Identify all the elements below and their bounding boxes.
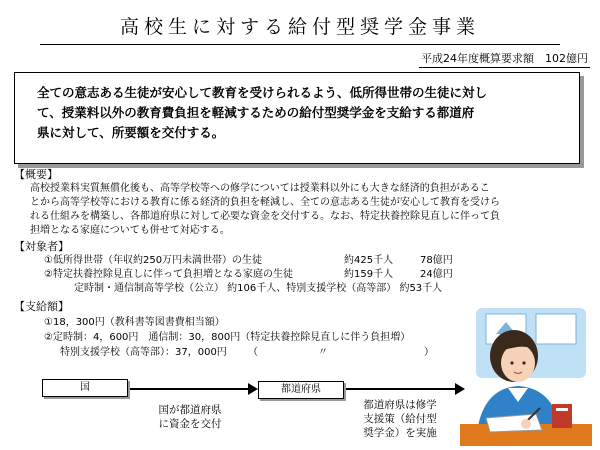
flow-caption-line: 国が都道府県 bbox=[158, 404, 222, 416]
flow-arrow-head bbox=[248, 383, 258, 395]
target-item-amount: 78億円 bbox=[420, 255, 453, 266]
window-pane bbox=[536, 314, 576, 344]
summary-line: 全ての意志ある生徒が安心して教育を受けられるよう、低所得世帯の生徒に対し bbox=[37, 85, 488, 100]
summary-line: て、授業料以外の教育費負担を軽減するための給付型奨学金を支給する都道府 bbox=[37, 105, 475, 120]
flow-caption-line: に資金を交付 bbox=[158, 418, 222, 430]
payment-special-ditto: 〃 bbox=[318, 347, 328, 358]
flow-caption-line: 支援策（給付型 bbox=[363, 413, 437, 425]
targets-heading: 【対象者】 bbox=[14, 240, 69, 253]
target-item-label: ②特定扶養控除見直しに伴って負担増となる家庭の生徒 bbox=[44, 269, 293, 280]
payment-heading: 【支給額】 bbox=[14, 300, 69, 313]
flow-box-national: 国 bbox=[42, 379, 128, 397]
summary-box bbox=[14, 72, 580, 164]
overview-line: とから高等学校等における教育に係る経済的負担を軽減し、全ての意志ある生徒が安心して教育を受けら bbox=[30, 197, 500, 208]
payment-special-paren-open: （ bbox=[248, 347, 258, 358]
flow-caption-funding bbox=[140, 403, 240, 431]
flow-caption-implementation bbox=[350, 398, 450, 440]
summary-line: 県に対して、所要額を交付する。 bbox=[37, 125, 225, 140]
payment-special-paren-close: ） bbox=[424, 347, 434, 358]
title-underline bbox=[40, 44, 560, 45]
budget-request-note: 平成24年度概算要求額 102億円 bbox=[419, 50, 590, 68]
target-item-label: ①低所得世帯（年収約250万円未満世帯）の生徒 bbox=[44, 255, 263, 266]
flow-caption-line: 奨学金）を実施 bbox=[363, 427, 437, 439]
payment-special-label: 特別支援学校（高等部）：37，000円 bbox=[60, 347, 227, 358]
book bbox=[552, 404, 572, 428]
target-item-amount: 24億円 bbox=[420, 269, 453, 280]
overview-line: 高校授業料実質無償化後も、高等学校等への修学については授業料以外にも大きな経済的負担があるこ bbox=[30, 183, 490, 194]
payment-line: ①18，300円（教科書等図書費相当額） bbox=[44, 317, 225, 328]
page-title: 高校生に対する給付型奨学金事業 bbox=[119, 16, 480, 38]
flow-caption-line: 都道府県は修学 bbox=[363, 399, 437, 411]
target-sub-line: 定時制・通信制高等学校（公立） 約106千人、特別支援学校（高等部） 約53千人 bbox=[74, 283, 443, 294]
overview-line: れる仕組みを構築し、各都道府県に対して必要な資金を交付する。なお、特定扶養控除見直しに伴って負 bbox=[30, 211, 500, 222]
face bbox=[501, 344, 535, 382]
overview-heading: 【概要】 bbox=[14, 168, 58, 181]
target-item-people: 約159千人 bbox=[344, 269, 394, 280]
student-studying-illustration bbox=[456, 308, 596, 448]
flow-box-prefecture: 都道府県 bbox=[258, 381, 344, 399]
payment-line: ②定時制：4，600円 通信制：30，800円（特定扶養控除見直しに伴う負担増） bbox=[44, 332, 411, 343]
flow-arrow-line bbox=[130, 388, 250, 390]
hand bbox=[521, 419, 531, 429]
overview-line: 担増となる家庭についても併せて対応する。 bbox=[30, 225, 230, 236]
target-item-people: 約425千人 bbox=[344, 255, 394, 266]
flow-arrow-line bbox=[345, 388, 457, 390]
